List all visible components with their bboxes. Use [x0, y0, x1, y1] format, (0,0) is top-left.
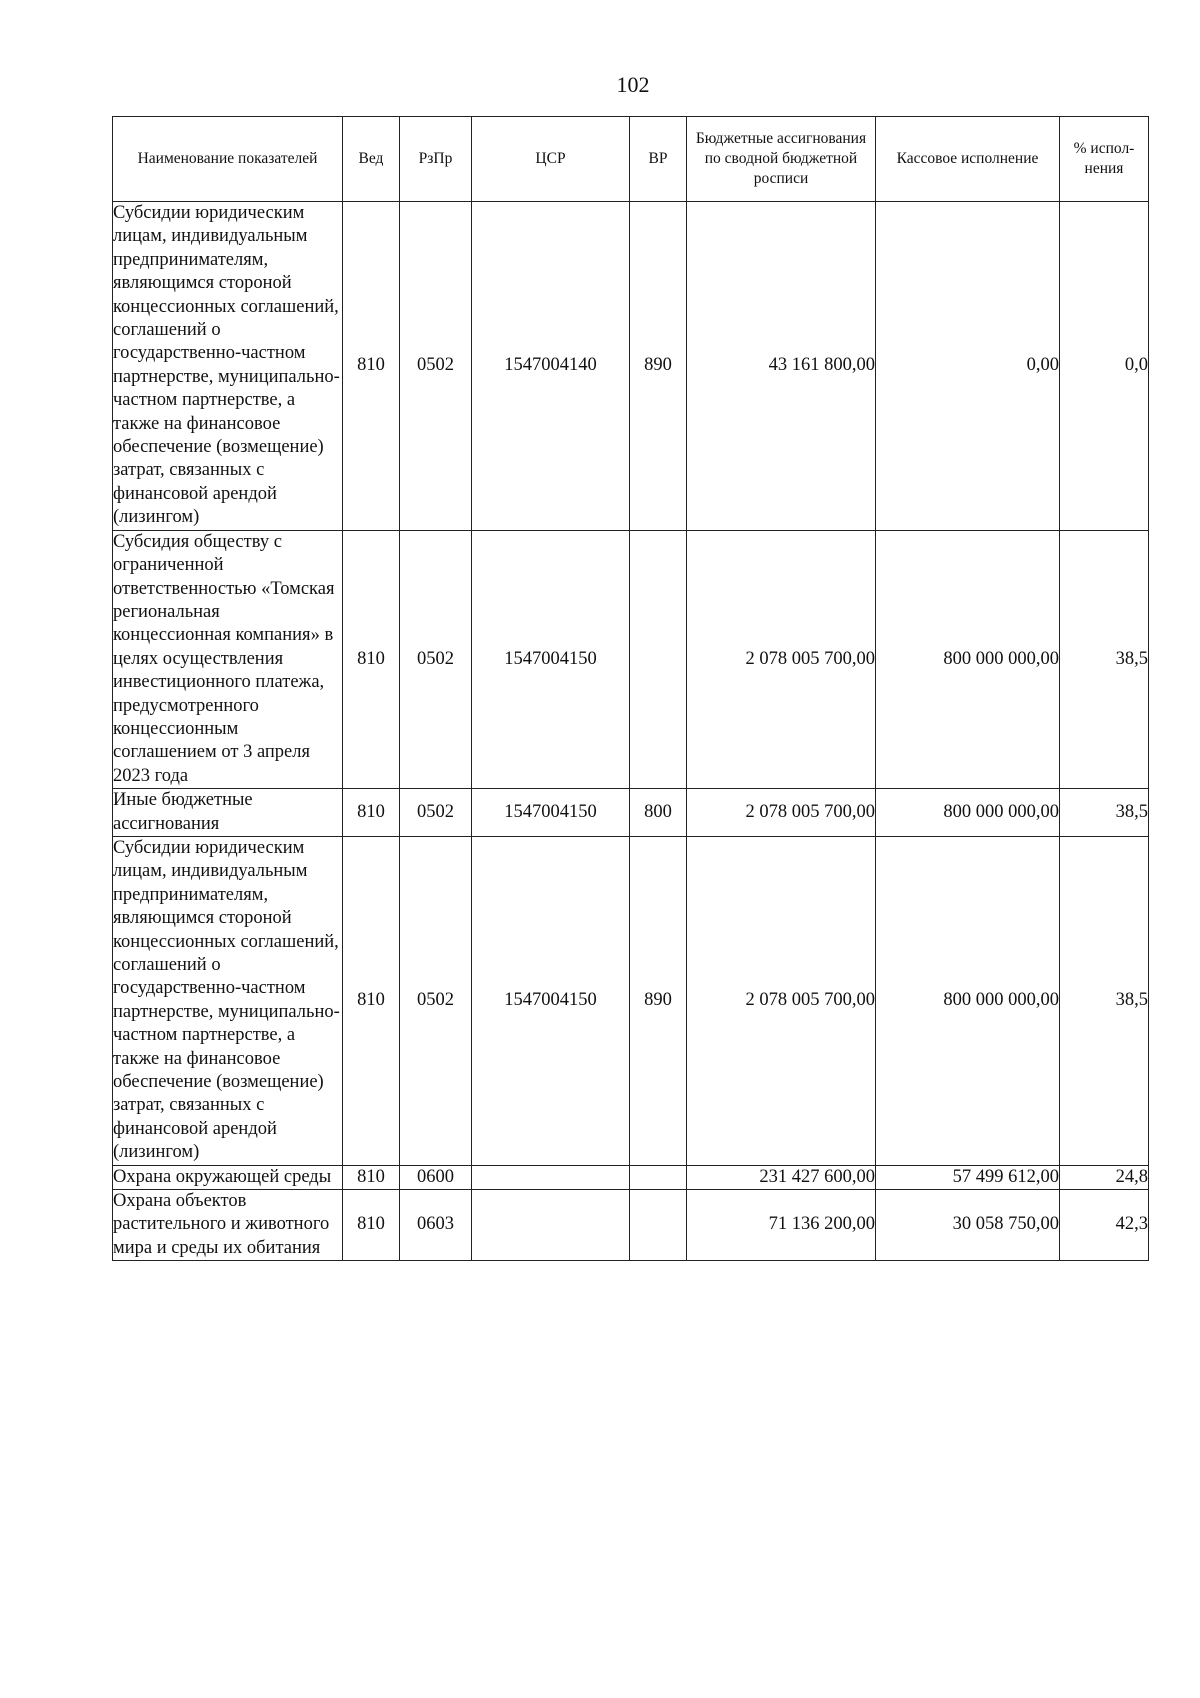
- row-csr: 1547004150: [472, 789, 630, 837]
- row-name: Субсидии юридическим лицам, индивидуальным предпринимателям, являющимся стороной концессионных соглашений, соглашений о государственно-частном партнерстве, муниципально-частном партнерстве, а также на финансовое обеспечение (возмещение) затрат, связанных с финансовой арендой (лизингом): [113, 836, 343, 1165]
- row-cash: 800 000 000,00: [876, 836, 1060, 1165]
- header-csr: ЦСР: [472, 117, 630, 202]
- row-vr: 800: [630, 789, 687, 837]
- row-name: Охрана объектов растительного и животного мира и среды их обитания: [113, 1190, 343, 1261]
- header-cash: Кассовое исполнение: [876, 117, 1060, 202]
- row-cash: 800 000 000,00: [876, 530, 1060, 788]
- row-csr: 1547004150: [472, 836, 630, 1165]
- row-percent: 42,3: [1060, 1190, 1149, 1261]
- header-rzpr: РзПр: [400, 117, 472, 202]
- row-ved: 810: [343, 530, 400, 788]
- row-rzpr: 0502: [400, 530, 472, 788]
- row-budget: 43 161 800,00: [687, 202, 876, 531]
- row-vr: [630, 1190, 687, 1261]
- row-rzpr: 0502: [400, 202, 472, 531]
- row-rzpr: 0502: [400, 789, 472, 837]
- row-ved: 810: [343, 1165, 400, 1189]
- table-row: [113, 836, 1149, 1165]
- row-budget: 71 136 200,00: [687, 1190, 876, 1261]
- row-csr: 1547004150: [472, 530, 630, 788]
- table-row: [113, 530, 1149, 788]
- row-vr: [630, 530, 687, 788]
- row-csr: [472, 1165, 630, 1189]
- table-header-row: [113, 117, 1149, 202]
- row-ved: 810: [343, 789, 400, 837]
- row-cash: 30 058 750,00: [876, 1190, 1060, 1261]
- row-ved: 810: [343, 836, 400, 1165]
- row-percent: 24,8: [1060, 1165, 1149, 1189]
- row-name: Субсидия обществу с ограниченной ответственностью «Томская региональная концессионная компания» в целях осуществления инвестиционного платежа, предусмотренного концессионным соглашением от 3 апреля 2023 года: [113, 530, 343, 788]
- row-rzpr: 0600: [400, 1165, 472, 1189]
- row-rzpr: 0603: [400, 1190, 472, 1261]
- row-percent: 0,0: [1060, 202, 1149, 531]
- row-name: Охрана окружающей среды: [113, 1165, 343, 1189]
- row-budget: 2 078 005 700,00: [687, 836, 876, 1165]
- header-vr: ВР: [630, 117, 687, 202]
- header-name: Наименование показателей: [113, 117, 343, 202]
- row-vr: [630, 1165, 687, 1189]
- row-cash: 57 499 612,00: [876, 1165, 1060, 1189]
- row-ved: 810: [343, 1190, 400, 1261]
- header-ved: Вед: [343, 117, 400, 202]
- row-vr: 890: [630, 836, 687, 1165]
- row-budget: 2 078 005 700,00: [687, 789, 876, 837]
- row-rzpr: 0502: [400, 836, 472, 1165]
- row-percent: 38,5: [1060, 530, 1149, 788]
- row-budget: 231 427 600,00: [687, 1165, 876, 1189]
- header-budget: Бюджетные ассигнования по сводной бюджетной росписи: [687, 117, 876, 202]
- row-name: Иные бюджетные ассигнования: [113, 789, 343, 837]
- row-csr: 1547004140: [472, 202, 630, 531]
- page-number: 102: [616, 72, 650, 97]
- row-vr: 890: [630, 202, 687, 531]
- row-percent: 38,5: [1060, 836, 1149, 1165]
- row-budget: 2 078 005 700,00: [687, 530, 876, 788]
- table-row: [113, 789, 1149, 837]
- table-row: [113, 1190, 1149, 1261]
- row-ved: 810: [343, 202, 400, 531]
- row-percent: 38,5: [1060, 789, 1149, 837]
- budget-execution-table: [112, 116, 1149, 1261]
- table-row: [113, 202, 1149, 531]
- table-row: [113, 1165, 1149, 1189]
- row-cash: 800 000 000,00: [876, 789, 1060, 837]
- row-csr: [472, 1190, 630, 1261]
- row-cash: 0,00: [876, 202, 1060, 531]
- row-name: Субсидии юридическим лицам, индивидуальным предпринимателям, являющимся стороной концессионных соглашений, соглашений о государственно-частном партнерстве, муниципально-частном партнерстве, а также на финансовое обеспечение (возмещение) затрат, связанных с финансовой арендой (лизингом): [113, 202, 343, 531]
- header-percent: % испол-нения: [1060, 117, 1149, 202]
